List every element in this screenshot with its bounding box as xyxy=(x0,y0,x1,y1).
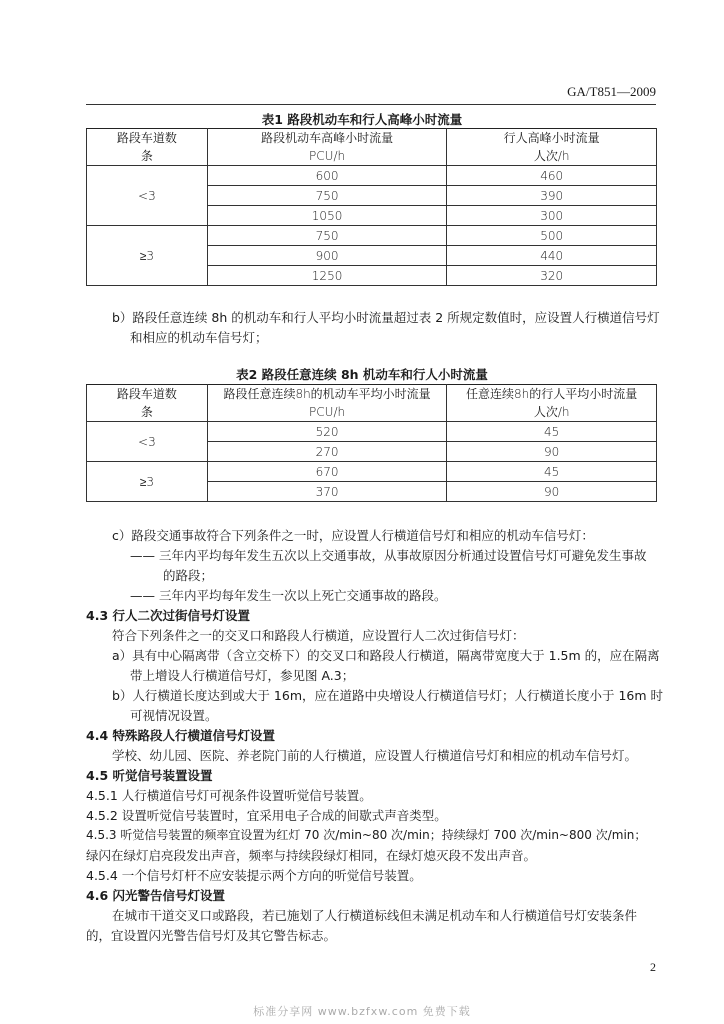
vehicle-flow-cell: 750 xyxy=(207,226,447,246)
vehicle-flow-cell: 900 xyxy=(207,246,447,266)
section-4-3-intro: 符合下列条件之一的交叉口和路段人行横道，应设置行人二次过街信号灯： xyxy=(112,628,525,643)
section-4-5-2: 4.5.2 设置听觉信号装置时，宜采用电子合成的间歇式声音类型。 xyxy=(86,808,447,823)
paragraph-b-line2: 和相应的机动车信号灯； xyxy=(130,330,268,345)
section-4-5-4: 4.5.4 一个信号灯杆不应安装提示两个方向的听觉信号装置。 xyxy=(86,868,422,883)
lanes-cell: ≥3 xyxy=(87,462,208,502)
section-4-6-line2: 的，宜设置闪光警告信号灯及其它警告标志。 xyxy=(86,928,337,943)
lanes-cell: <3 xyxy=(87,422,208,462)
footer-watermark[interactable]: 标准分享网 www.bzfxw.com 免费下载 xyxy=(253,1005,471,1018)
pedestrian-flow-cell: 460 xyxy=(447,166,657,186)
page-number: 2 xyxy=(650,960,656,974)
section-4-5-3: 4.5.3 听觉信号装置的频率宜设置为红灯 70 次/min~80 次/min；持续绿灯 700 次/min~800 次/min； xyxy=(86,828,647,842)
section-4-3-heading: 4.3 行人二次过街信号灯设置 xyxy=(86,608,250,623)
paragraph-c-dash2: —— 三年内平均每年发生一次以上死亡交通事故的路段。 xyxy=(130,588,447,603)
vehicle-flow-cell: 750 xyxy=(207,186,447,206)
table2 xyxy=(86,384,657,502)
paragraph-b-line1: b）路段任意连续 8h 的机动车和行人平均小时流量超过表 2 所规定数值时，应设置人行横道信号灯 xyxy=(112,310,660,325)
pedestrian-flow-cell: 90 xyxy=(447,442,657,462)
lanes-cell: ≥3 xyxy=(87,226,208,286)
section-4-6-heading: 4.6 闪光警告信号灯设置 xyxy=(86,888,225,903)
table-row xyxy=(87,166,657,186)
section-4-5-heading: 4.5 听觉信号装置设置 xyxy=(86,768,213,783)
table1-caption: 表1 路段机动车和行人高峰小时流量 xyxy=(261,112,463,127)
paragraph-c-dash1-cont: 的路段； xyxy=(163,568,214,583)
table2-caption: 表2 路段任意连续 8h 机动车和行人小时流量 xyxy=(236,367,488,382)
table1-header-vehicle: 路段机动车高峰小时流量 PCU/h xyxy=(207,129,447,166)
table-row xyxy=(87,462,657,482)
section-4-6-line1: 在城市干道交叉口或路段，若已施划了人行横道标线但未满足机动车和人行横道信号灯安装条件 xyxy=(112,908,638,923)
pedestrian-flow-cell: 440 xyxy=(447,246,657,266)
pedestrian-flow-cell: 45 xyxy=(447,462,657,482)
table2-header-row xyxy=(87,385,657,422)
section-4-3-item-b-cont: 可视情况设置。 xyxy=(130,708,218,723)
vehicle-flow-cell: 670 xyxy=(207,462,447,482)
paragraph-c-dash1: —— 三年内平均每年发生五次以上交通事故，从事故原因分析通过设置信号灯可避免发生事故 xyxy=(130,548,647,563)
pedestrian-flow-cell: 390 xyxy=(447,186,657,206)
table1 xyxy=(86,128,657,286)
table2-header-lanes: 路段车道数 条 xyxy=(87,385,208,422)
vehicle-flow-cell: 270 xyxy=(207,442,447,462)
pedestrian-flow-cell: 90 xyxy=(447,482,657,502)
section-4-4-heading: 4.4 特殊路段人行横道信号灯设置 xyxy=(86,728,275,743)
pedestrian-flow-cell: 45 xyxy=(447,422,657,442)
vehicle-flow-cell: 1050 xyxy=(207,206,447,226)
table-row xyxy=(87,226,657,246)
paragraph-c-line1: c）路段交通事故符合下列条件之一时，应设置人行横道信号灯和相应的机动车信号灯： xyxy=(112,528,594,543)
vehicle-flow-cell: 370 xyxy=(207,482,447,502)
pedestrian-flow-cell: 500 xyxy=(447,226,657,246)
vehicle-flow-cell: 600 xyxy=(207,166,447,186)
table-row xyxy=(87,422,657,442)
table2-header-vehicle: 路段任意连续8h的机动车平均小时流量 PCU/h xyxy=(207,385,447,422)
section-4-3-item-a-cont: 带上增设人行横道信号灯，参见图 A.3； xyxy=(130,668,355,683)
vehicle-flow-cell: 1250 xyxy=(207,266,447,286)
table1-header-lanes: 路段车道数 条 xyxy=(87,129,208,166)
section-4-4-body: 学校、幼儿园、医院、养老院门前的人行横道，应设置人行横道信号灯和相应的机动车信号灯。 xyxy=(112,748,638,763)
section-4-5-3-cont: 绿闪在绿灯启亮段发出声音，频率与持续段绿灯相同，在绿灯熄灭段不发出声音。 xyxy=(86,848,537,863)
document-code: GA/T851—2009 xyxy=(567,84,656,99)
header-rule xyxy=(86,104,656,105)
vehicle-flow-cell: 520 xyxy=(207,422,447,442)
table2-header-pedestrian: 任意连续8h的行人平均小时流量 人次/h xyxy=(447,385,657,422)
pedestrian-flow-cell: 300 xyxy=(447,206,657,226)
lanes-cell: <3 xyxy=(87,166,208,226)
table1-header-pedestrian: 行人高峰小时流量 人次/h xyxy=(447,129,657,166)
pedestrian-flow-cell: 320 xyxy=(447,266,657,286)
table1-header-row xyxy=(87,129,657,166)
section-4-3-item-b: b）人行横道长度达到或大于 16m，应在道路中央增设人行横道信号灯；人行横道长度小于 16m 时 xyxy=(112,688,664,703)
section-4-5-1: 4.5.1 人行横道信号灯可视条件设置听觉信号装置。 xyxy=(86,788,372,803)
section-4-3-item-a: a）具有中心隔离带（含立交桥下）的交叉口和路段人行横道，隔离带宽度大于 1.5m 的，应在隔离 xyxy=(112,648,660,663)
